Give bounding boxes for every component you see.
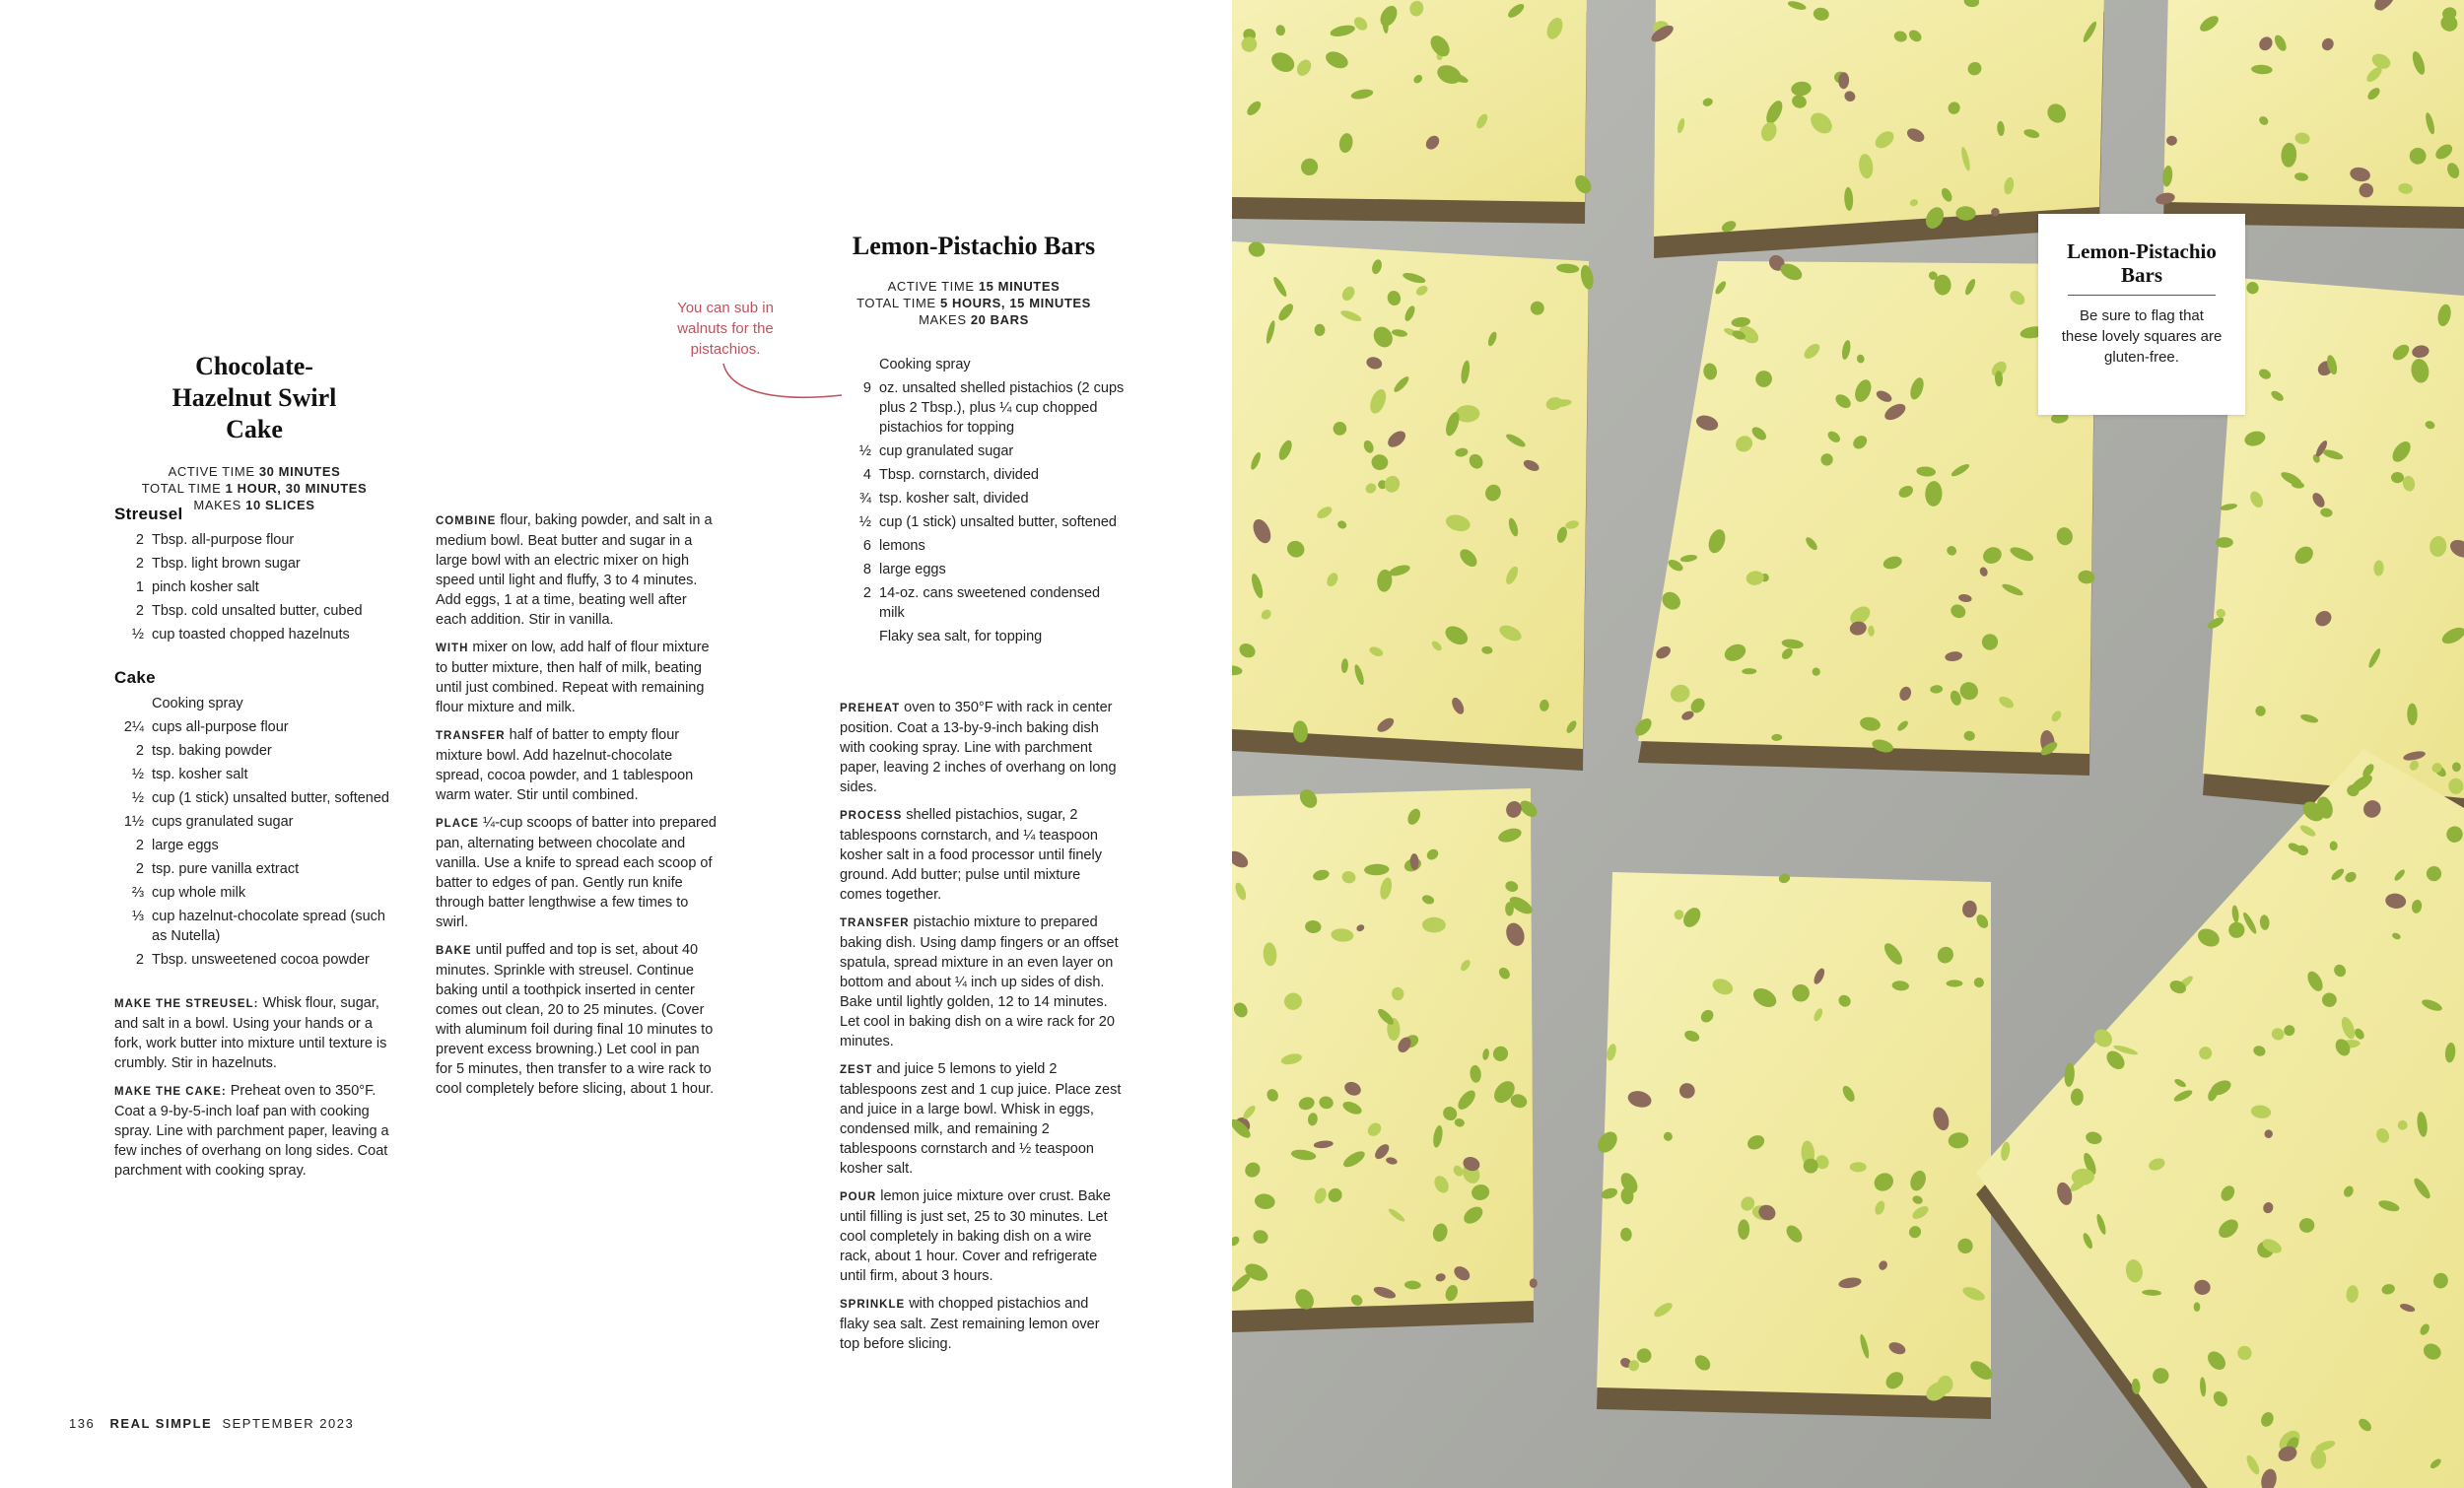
ingredient-item: 4 Tbsp. cornstarch, divided xyxy=(862,467,1039,483)
ingredient-item: 2¼ cups all-purpose flour xyxy=(123,719,289,735)
callout-divider xyxy=(2068,295,2216,296)
editor-note: You can sub in walnuts for the pistachios. xyxy=(677,300,774,358)
cake-meta-makes: MAKES 10 SLICES xyxy=(193,498,315,512)
callout-box xyxy=(2038,214,2245,415)
page-footer xyxy=(69,1416,354,1431)
cake-heading: Cake xyxy=(114,668,156,687)
pistachio-piece xyxy=(2194,1302,2201,1312)
ingredient-item: 1½ cups granulated sugar xyxy=(123,814,294,830)
bars-meta xyxy=(826,278,1122,328)
ingredient-item: ½ cup (1 stick) unsalted butter, softened xyxy=(858,514,1117,530)
magazine-name: REAL SIMPLE xyxy=(109,1416,213,1431)
cake-title: Chocolate-Hazelnut Swirl Cake xyxy=(171,352,337,443)
bars-meta-active: ACTIVE TIME 15 MINUTES xyxy=(887,279,1061,294)
ingredient-item: 2 tsp. pure vanilla extract xyxy=(135,861,300,877)
cake-ingredient-list xyxy=(114,694,400,970)
ingredient-item: 1 pinch kosher salt xyxy=(135,579,259,595)
streusel-heading: Streusel xyxy=(114,505,183,523)
ingredient-item: 6 lemons xyxy=(862,538,925,554)
bars-photo xyxy=(1232,0,2464,1488)
streusel-list xyxy=(114,530,400,644)
pistachio-piece xyxy=(1947,980,1963,986)
step: PLACE ¼-cup scoops of batter into prepared pan, alternating between chocolate and vanilla. Use a knife to spread each scoop of batter to edges of pan. Gently run knife through batter lengthwise a few times to swirl. xyxy=(436,815,717,930)
ingredient-item: 2 large eggs xyxy=(135,838,219,853)
bars-ingredients xyxy=(842,355,1128,650)
ingredient-item: 8 large eggs xyxy=(862,562,946,577)
pistachio-piece xyxy=(1530,1278,1538,1288)
step: MAKE THE STREUSEL: Whisk flour, sugar, and salt in a bowl. Using your hands or a fork, work butter into mixture until texture is crumbly. Stir in hazelnuts. xyxy=(114,995,387,1071)
pistachio-piece xyxy=(1813,668,1820,676)
cake-ingredients-column xyxy=(114,505,400,1188)
step: COMBINE flour, baking powder, and salt in a medium bowl. Beat butter and sugar in a large bowl with an electric mixer on high speed until light and fluffy, 3 to 4 minutes. Add eggs, 1 at a time, beating well after each addition. Stir in vanilla. xyxy=(436,512,713,628)
step: PROCESS shelled pistachios, sugar, 2 tablespoons cornstarch, and ¼ teaspoon kosher salt in a food processor until finely ground. Add butter; pulse until mixture comes together. xyxy=(840,807,1102,903)
ingredient-item: ¾ tsp. kosher salt, divided xyxy=(858,491,1029,507)
cake-steps-left xyxy=(114,993,394,1181)
bar-top xyxy=(2163,0,2464,207)
step: BAKE until puffed and top is set, about 40 minutes. Sprinkle with streusel. Continue baking until a toothpick inserted in center comes out clean, 20 to 25 minutes. (Cover with aluminum foil during final 10 minutes to prevent excess browning.) Let cool in pan for 5 minutes, then transfer to a wire rack to cool completely before slicing, about 1 hour. xyxy=(436,942,715,1097)
step: TRANSFER pistachio mixture to prepared baking dish. Using damp fingers or an offset spatula, spread mixture in an even layer on bottom and about ¼ inch up sides of dish. Bake until lightly golden, 12 to 14 minutes. Let cool in baking dish on a wire rack for 20 minutes. xyxy=(840,914,1119,1049)
ingredient-item: Cooking spray xyxy=(152,696,243,711)
ingredient-item: 2 14-oz. cans sweetened condensed milk xyxy=(862,585,1101,621)
step: PREHEAT oven to 350°F with rack in center position. Coat a 13-by-9-inch baking dish with cooking spray. Line with parchment paper, leaving 2 inches of overhang on long sides. xyxy=(840,700,1117,795)
ingredient-item: ⅓ cup hazelnut-chocolate spread (such as Nutella) xyxy=(131,909,385,944)
ingredient-item: 2 Tbsp. cold unsalted butter, cubed xyxy=(135,603,363,619)
bars-steps xyxy=(840,698,1122,1362)
pistachio-piece xyxy=(1422,917,1446,933)
issue-date: SEPTEMBER 2023 xyxy=(222,1416,355,1431)
cake-meta-active: ACTIVE TIME 30 MINUTES xyxy=(168,464,341,479)
cake-steps-right xyxy=(436,510,718,1107)
ingredient-item: ½ tsp. kosher salt xyxy=(131,767,248,782)
step: MAKE THE CAKE: Preheat oven to 350°F. Coat a 9-by-5-inch loaf pan with cooking spray. Line with parchment paper, leaving a few inches of overhang on long sides. Coat parchment with cooking spray. xyxy=(114,1083,389,1179)
bars-meta-makes: MAKES 20 BARS xyxy=(919,312,1029,327)
ingredient-item: ½ cup (1 stick) unsalted butter, softened xyxy=(131,790,389,806)
callout-body: Be sure to flag that these lovely squares are gluten-free. xyxy=(2061,307,2223,366)
ingredient-item: 2 tsp. baking powder xyxy=(135,743,272,759)
bar-top xyxy=(1654,0,2104,237)
ingredient-item: 9 oz. unsalted shelled pistachios (2 cups plus 2 Tbsp.), plus ¼ cup chopped pistachios for topping xyxy=(862,380,1125,436)
callout-title: Lemon-Pistachio Bars xyxy=(2067,239,2217,287)
ingredient-item: Flaky sea salt, for topping xyxy=(879,629,1043,644)
cake-meta-total: TOTAL TIME 1 HOUR, 30 MINUTES xyxy=(141,481,368,496)
ingredient-item: 2 Tbsp. all-purpose flour xyxy=(135,532,295,548)
step: TRANSFER half of batter to empty flour mixture bowl. Add hazelnut-chocolate spread, cocoa powder, and 1 tablespoon warm water. Stir until combined. xyxy=(436,727,694,803)
bars-meta-total: TOTAL TIME 5 HOURS, 15 MINUTES xyxy=(856,296,1091,310)
ingredient-item: 2 Tbsp. light brown sugar xyxy=(135,556,301,572)
ingredient-item: ⅔ cup whole milk xyxy=(131,885,246,901)
bar-top xyxy=(1597,872,1991,1397)
cake-header xyxy=(116,351,392,513)
bars-title: Lemon-Pistachio Bars xyxy=(852,232,1096,260)
ingredient-item: ½ cup granulated sugar xyxy=(858,443,1014,459)
step: WITH mixer on low, add half of flour mixture to butter mixture, then half of milk, beating until just combined. Repeat with remaining flour mixture and milk. xyxy=(436,640,710,715)
bars-photo-illustration xyxy=(1232,0,2464,1488)
ingredient-item: Cooking spray xyxy=(879,357,971,372)
step: POUR lemon juice mixture over crust. Bake until filling is just set, 25 to 30 minutes. Let cool completely in baking dish on a wire rack, about 1 hour. Cover and refrigerate until firm, about 3 hours. xyxy=(840,1188,1111,1284)
note-arrow-icon xyxy=(719,360,848,409)
ingredient-item: ½ cup toasted chopped hazelnuts xyxy=(131,627,350,643)
bars-header xyxy=(826,231,1122,328)
step: SPRINKLE with chopped pistachios and flaky sea salt. Zest remaining lemon over top before slicing. xyxy=(840,1296,1100,1352)
step: ZEST and juice 5 lemons to yield 2 tablespoons zest and 1 cup juice. Place zest and juice in a large bowl. Whisk in eggs, condensed milk, and remaining 2 tablespoons cornstarch and ½ teaspoon kosher salt. xyxy=(840,1061,1122,1177)
page-number: 136 xyxy=(69,1416,96,1431)
ingredient-item: 2 Tbsp. unsweetened cocoa powder xyxy=(135,952,370,968)
